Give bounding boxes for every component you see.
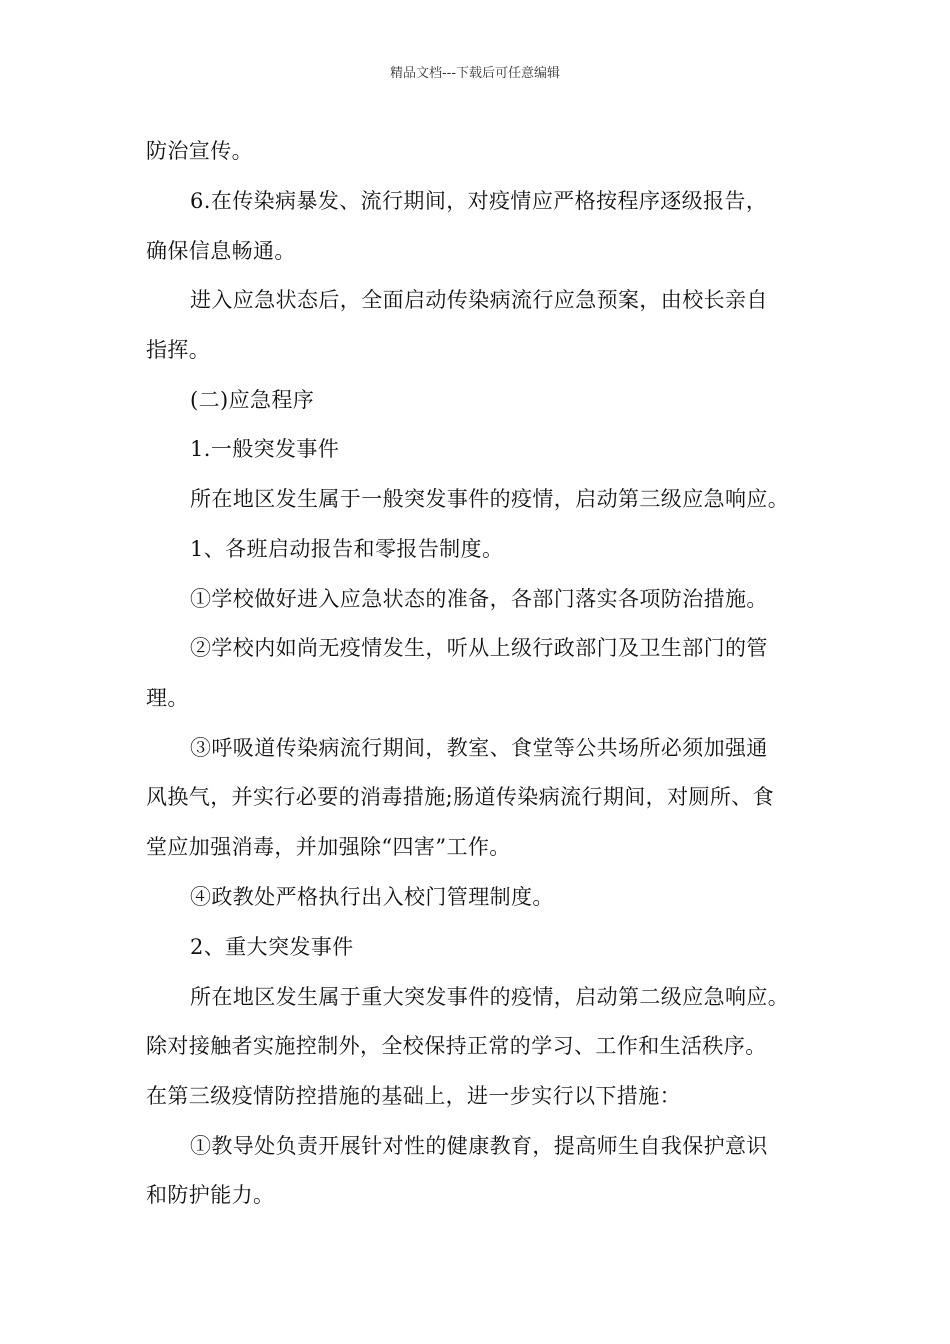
body-text-line: 所在地区发生属于重大突发事件的疫情，启动第二级应急响应。 [190, 985, 790, 1009]
body-text-line: 6.在传染病暴发、流行期间，对疫情应严格按程序逐级报告， [190, 189, 768, 213]
body-text-line: 所在地区发生属于一般突发事件的疫情，启动第三级应急响应。 [190, 487, 790, 511]
body-text-line: 1、各班启动报告和零报告制度。 [190, 537, 504, 561]
section-heading: (二)应急程序 [190, 388, 315, 412]
body-text-line: 防治宣传。 [146, 139, 253, 163]
page-header: 精品文档---下载后可任意编辑 [389, 66, 561, 81]
body-text-line: 除对接触者实施控制外，全校保持正常的学习、工作和生活秩序。 [146, 1034, 767, 1058]
body-text-line: ④政教处严格执行出入校门管理制度。 [190, 885, 554, 909]
body-text-line: 风换气，并实行必要的消毒措施;肠道传染病流行期间，对厕所、食 [146, 785, 775, 809]
body-text-line: ①学校做好进入应急状态的准备，各部门落实各项防治措施。 [190, 587, 768, 611]
body-text-line: 堂应加强消毒，并加强除“四害”工作。 [146, 835, 511, 859]
body-text-line: 在第三级疫情防控措施的基础上，进一步实行以下措施： [146, 1084, 681, 1108]
body-text-line: 理。 [146, 686, 189, 710]
body-text-line: ②学校内如尚无疫情发生，听从上级行政部门及卫生部门的管 [190, 636, 768, 660]
body-text-line: 确保信息畅通。 [146, 239, 296, 263]
subsection-heading: 1.一般突发事件 [190, 437, 340, 461]
subsection-heading: 2、重大突发事件 [190, 935, 354, 959]
body-text-line: 进入应急状态后，全面启动传染病流行应急预案，由校长亲自 [190, 288, 768, 312]
body-text-line: 指挥。 [146, 338, 211, 362]
body-text-line: 和防护能力。 [146, 1183, 275, 1207]
body-text-line: ③呼吸道传染病流行期间，教室、食堂等公共场所必须加强通 [190, 736, 768, 760]
body-text-line: ①教导处负责开展针对性的健康教育，提高师生自我保护意识 [190, 1134, 768, 1158]
